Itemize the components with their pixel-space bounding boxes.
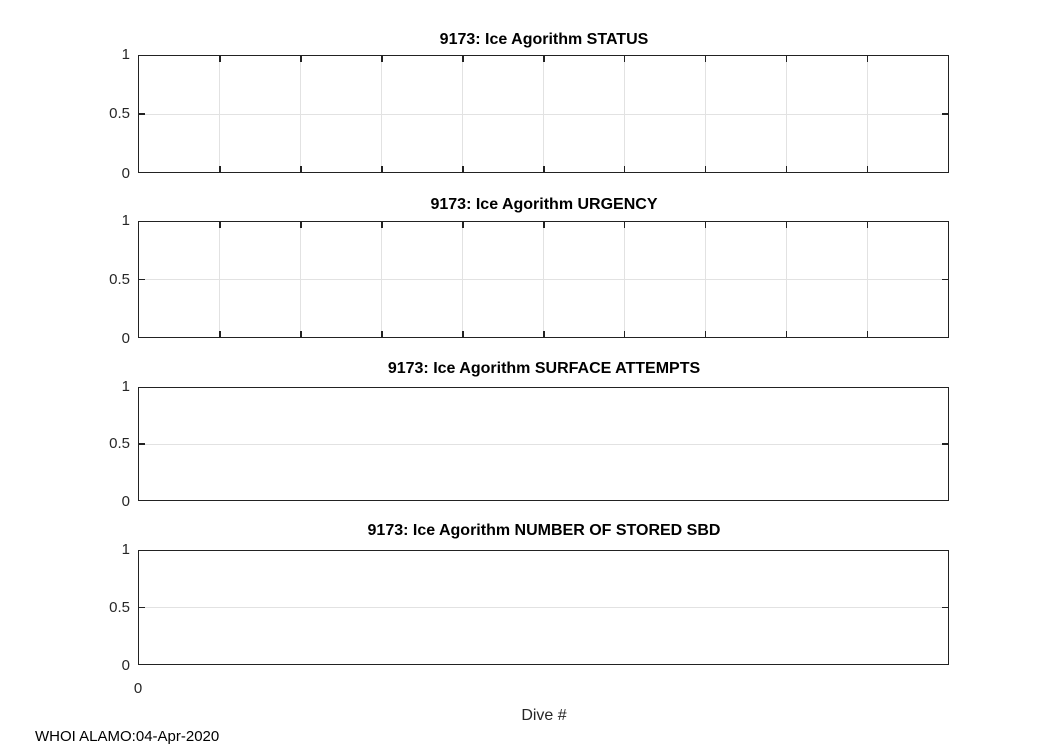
tick-mark [624, 166, 626, 172]
subplot-status-title: 9173: Ice Agorithm STATUS [439, 31, 649, 48]
tick-mark [462, 331, 464, 337]
y-tick-label: 0.5 [109, 435, 130, 452]
tick-mark [381, 222, 383, 228]
subplot-urgency-title: 9173: Ice Agorithm URGENCY [430, 196, 658, 213]
tick-mark [786, 331, 788, 337]
tick-mark [543, 331, 545, 337]
tick-mark [705, 166, 707, 172]
tick-mark [942, 113, 948, 115]
tick-mark [867, 56, 869, 62]
subplot-surface-attempts-axes [138, 387, 949, 501]
tick-mark [705, 222, 707, 228]
tick-mark [867, 166, 869, 172]
gridline [139, 444, 948, 445]
y-tick-label: 0.5 [109, 599, 130, 616]
tick-mark [219, 166, 221, 172]
tick-mark [705, 331, 707, 337]
y-tick-label: 1 [121, 46, 130, 63]
tick-mark [543, 56, 545, 62]
footer-annotation: WHOI ALAMO:04-Apr-2020 [35, 728, 220, 745]
subplot-surface-attempts-title: 9173: Ice Agorithm SURFACE ATTEMPTS [387, 360, 701, 377]
tick-mark [705, 56, 707, 62]
tick-mark [381, 56, 383, 62]
tick-mark [624, 331, 626, 337]
tick-mark [624, 222, 626, 228]
tick-mark [219, 331, 221, 337]
y-tick-label: 0 [121, 493, 130, 510]
tick-mark [462, 222, 464, 228]
tick-mark [867, 331, 869, 337]
gridline [139, 607, 948, 608]
tick-mark [219, 222, 221, 228]
tick-mark [786, 56, 788, 62]
tick-mark [462, 56, 464, 62]
y-tick-label: 0.5 [109, 105, 130, 122]
tick-mark [867, 222, 869, 228]
tick-mark [462, 166, 464, 172]
tick-mark [942, 279, 948, 281]
gridline [139, 279, 948, 280]
subplot-urgency-axes [138, 221, 949, 338]
tick-mark [139, 279, 145, 281]
tick-mark [381, 331, 383, 337]
y-tick-label: 1 [121, 541, 130, 558]
tick-mark [543, 222, 545, 228]
tick-mark [300, 166, 302, 172]
tick-mark [624, 56, 626, 62]
tick-mark [942, 607, 948, 609]
y-tick-label: 0.5 [109, 271, 130, 288]
tick-mark [786, 166, 788, 172]
y-tick-label: 0 [121, 657, 130, 674]
tick-mark [300, 56, 302, 62]
tick-mark [139, 443, 145, 445]
tick-mark [300, 331, 302, 337]
tick-mark [139, 607, 145, 609]
gridline [139, 114, 948, 115]
y-tick-label: 0 [121, 165, 130, 182]
y-tick-label: 1 [121, 212, 130, 229]
y-tick-label: 0 [121, 330, 130, 347]
y-tick-label: 1 [121, 378, 130, 395]
tick-mark [300, 222, 302, 228]
tick-mark [786, 222, 788, 228]
tick-mark [543, 166, 545, 172]
subplot-stored-sbd-title: 9173: Ice Agorithm NUMBER OF STORED SBD [367, 522, 721, 539]
tick-mark [381, 166, 383, 172]
tick-mark [219, 56, 221, 62]
subplot-status-axes [138, 55, 949, 173]
x-axis-label: Dive # [521, 707, 567, 724]
tick-mark [942, 443, 948, 445]
x-tick-label: 0 [133, 680, 143, 697]
tick-mark [139, 113, 145, 115]
subplot-stored-sbd-axes [138, 550, 949, 665]
